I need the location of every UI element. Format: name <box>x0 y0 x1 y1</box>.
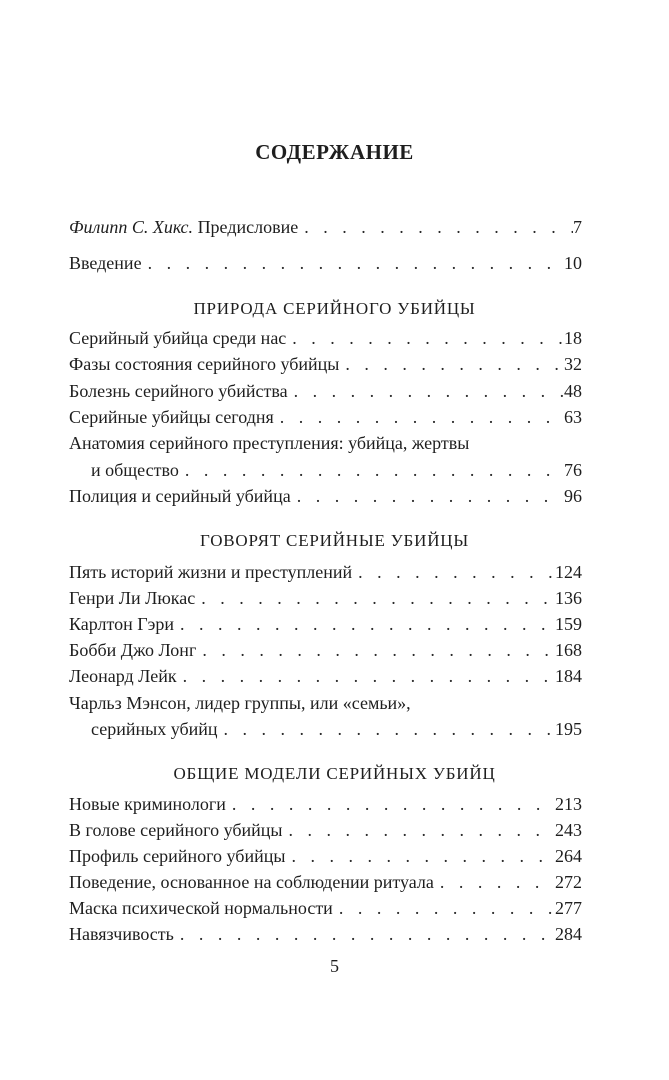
entry-page-number: 264 <box>555 846 582 866</box>
toc-entry-foreword[interactable] <box>69 214 582 240</box>
entry-title: Фазы состояния серийного убийцы <box>69 354 340 374</box>
section-heading: ГОВОРЯТ СЕРИЙНЫЕ УБИЙЦЫ <box>200 531 469 550</box>
section-heading: ОБЩИЕ МОДЕЛИ СЕРИЙНЫХ УБИЙЦ <box>173 764 496 783</box>
toc-entry[interactable] <box>69 869 582 895</box>
toc-entry[interactable] <box>69 585 582 611</box>
entry-page-number: 136 <box>555 588 582 608</box>
toc-entry[interactable] <box>69 325 582 351</box>
dot-leader <box>226 791 555 817</box>
entry-title: Введение <box>69 253 142 273</box>
toc-entry[interactable] <box>69 483 582 509</box>
entry-title: Серийный убийца среди нас <box>69 328 287 348</box>
dot-leader <box>218 716 555 742</box>
dot-leader <box>174 611 555 637</box>
entry-title: серийных убийц <box>91 719 218 739</box>
toc-entry[interactable] <box>69 843 582 869</box>
dot-leader <box>333 895 555 921</box>
entry-page-number: 243 <box>555 820 582 840</box>
dot-leader <box>434 869 555 895</box>
entry-title: Поведение, основанное на соблюдении ритуала <box>69 872 434 892</box>
dot-leader <box>177 663 555 689</box>
dot-leader <box>352 559 555 585</box>
entry-page-number: 272 <box>555 872 582 892</box>
entry-title: Предисловие <box>193 217 299 237</box>
entry-title: Профиль серийного убийцы <box>69 846 286 866</box>
entry-author: Филипп С. Хикс. <box>69 217 194 237</box>
entry-page-number: 159 <box>555 614 582 634</box>
entry-page-number: 195 <box>555 719 582 739</box>
entry-title: Карлтон Гэри <box>69 614 175 634</box>
toc-entry[interactable] <box>69 921 582 947</box>
toc-entry[interactable] <box>69 817 582 843</box>
toc-entry[interactable] <box>69 559 582 585</box>
entry-title: Леонард Лейк <box>69 666 177 686</box>
page-number: 5 <box>330 956 339 976</box>
section-heading: ПРИРОДА СЕРИЙНОГО УБИЙЦЫ <box>193 299 476 318</box>
entry-title: и общество <box>91 460 179 480</box>
entry-page-number: 124 <box>555 562 582 582</box>
dot-leader <box>298 214 573 240</box>
entry-page-number: 18 <box>564 328 582 348</box>
dot-leader <box>339 351 564 377</box>
entry-page-number: 96 <box>564 486 582 506</box>
toc-entry[interactable] <box>69 663 582 689</box>
entry-page-number: 213 <box>555 794 582 814</box>
toc-entry[interactable] <box>69 351 582 377</box>
entry-title: Бобби Джо Лонг <box>69 640 197 660</box>
entry-page-number: 284 <box>555 924 582 944</box>
dot-leader <box>274 404 564 430</box>
entry-title: Генри Ли Люкас <box>69 588 196 608</box>
entry-page-number: 168 <box>555 640 582 660</box>
toc-entry-continued[interactable] <box>91 457 582 483</box>
dot-leader <box>174 921 555 947</box>
contents-heading: СОДЕРЖАНИЕ <box>255 140 414 164</box>
toc-entry-continued[interactable] <box>91 716 582 742</box>
dot-leader <box>179 457 564 483</box>
dot-leader <box>283 817 555 843</box>
toc-entry[interactable] <box>69 895 582 921</box>
toc-entry-introduction[interactable] <box>69 250 582 276</box>
dot-leader <box>196 637 555 663</box>
dot-leader <box>285 843 555 869</box>
entry-page-number: 76 <box>564 460 582 480</box>
entry-page-number: 32 <box>564 354 582 374</box>
entry-title-first-line: Анатомия серийного преступления: убийца, жертвы <box>69 433 470 453</box>
entry-title: Болезнь серийного убийства <box>69 381 288 401</box>
entry-title-first-line: Чарльз Мэнсон, лидер группы, или «семьи», <box>69 693 411 713</box>
entry-page-number: 63 <box>564 407 582 427</box>
toc-entry[interactable] <box>69 791 582 817</box>
entry-title: Навязчивость <box>69 924 174 944</box>
entry-page-number: 10 <box>564 253 582 273</box>
dot-leader <box>195 585 555 611</box>
dot-leader <box>291 483 564 509</box>
entry-page-number: 277 <box>555 898 582 918</box>
dot-leader <box>286 325 564 351</box>
entry-page-number: 48 <box>564 381 582 401</box>
entry-title: Полиция и серийный убийца <box>69 486 291 506</box>
entry-title: Пять историй жизни и преступлений <box>69 562 353 582</box>
toc-entry[interactable] <box>69 611 582 637</box>
entry-title: Новые криминологи <box>69 794 226 814</box>
entry-page-number: 184 <box>555 666 582 686</box>
entry-title: Маска психической нормальности <box>69 898 333 918</box>
dot-leader <box>142 250 564 276</box>
entry-title: В голове серийного убийцы <box>69 820 283 840</box>
entry-title: Серийные убийцы сегодня <box>69 407 274 427</box>
toc-entry[interactable] <box>69 378 582 404</box>
toc-entry[interactable] <box>69 637 582 663</box>
entry-page-number: 7 <box>573 217 582 237</box>
dot-leader <box>288 378 564 404</box>
toc-entry[interactable] <box>69 404 582 430</box>
